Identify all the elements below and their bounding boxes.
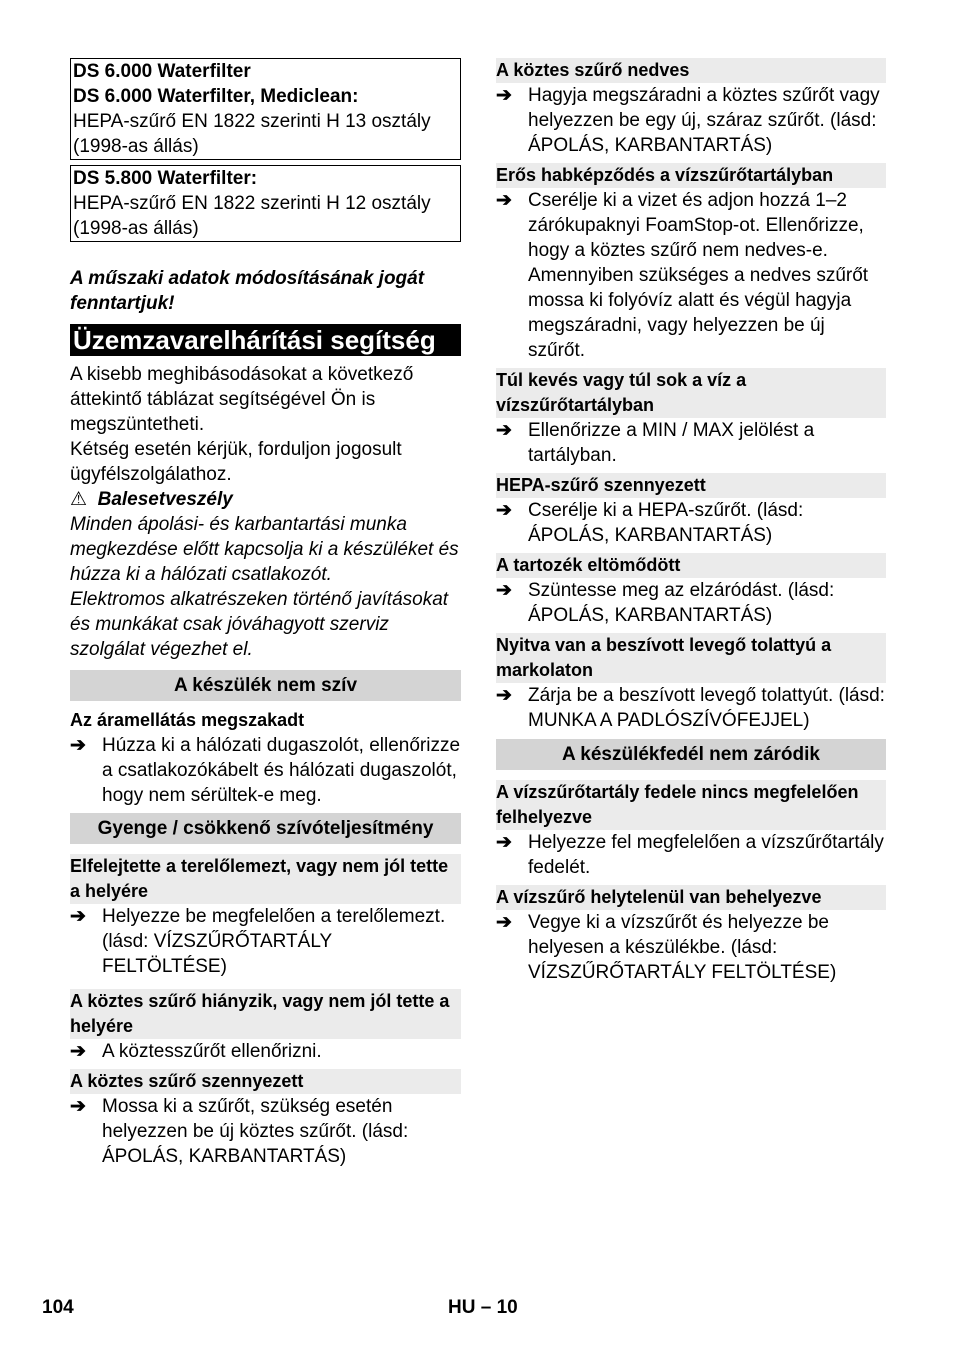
arrow-right-icon: ➔ [496,420,512,441]
solution-text: Cserélje ki a HEPA-szűrőt. (lásd: ÁPOLÁS, KARBANTARTÁS) [528,500,804,546]
arrow-right-icon: ➔ [496,832,512,853]
solution-text: Hagyja megszáradni a köztes szűrőt vagy helyezzen be egy új, száraz szűrőt. (lásd: ÁPOLÁS, KARBANTARTÁS) [528,85,880,156]
arrow-right-icon: ➔ [496,912,512,933]
arrow-right-icon: ➔ [70,1041,86,1062]
solution-item [496,498,886,548]
arrow-right-icon: ➔ [70,906,86,927]
arrow-right-icon: ➔ [496,190,512,211]
solution-item [496,188,886,363]
problem-heading: A vízszűrőtartály fedele nincs megfelelően felhelyezve [496,780,886,830]
solution-text: Zárja be a beszívott levegő tolattyút. (lásd: MUNKA A PADLÓSZÍVÓFEJJEL) [528,685,885,731]
problem-heading: A vízszűrő helytelenül van behelyezve [496,885,886,910]
problem-heading: A köztes szűrő szennyezett [70,1069,461,1094]
problem-heading: Elfelejtette a terelőlemezt, vagy nem jól tette a helyére [70,854,461,904]
solution-item [496,910,886,985]
solution-item [70,1039,461,1064]
solution-text: Vegye ki a vízszűrőt és helyezze be helyesen a készülékbe. (lásd: VÍZSZŰRŐTARTÁLY FELTÖLTÉSE) [528,912,837,983]
section-heading: Gyenge / csökkenő szívóteljesítmény [70,813,461,844]
footer-section-label: HU – 10 [448,1297,518,1318]
solution-text: Szüntesse meg az elzáródást. (lásd: ÁPOLÁS, KARBANTARTÁS) [528,580,835,626]
spec-box-ds6000 [70,58,461,160]
arrow-right-icon: ➔ [496,500,512,521]
warning-text: Elektromos alkatrészeken történő javításokat és munkákat csak jóváhagyott szerviz szolgálat végezhet el. [70,589,449,660]
arrow-right-icon: ➔ [70,735,86,756]
solution-text: Ellenőrizze a MIN / MAX jelölést a tartályban. [528,420,815,466]
problem-heading: A köztes szűrő nedves [496,58,886,83]
section-heading: A készülékfedél nem záródik [496,739,886,770]
intro-paragraph: A kisebb meghibásodásokat a következő áttekintő táblázat segítségével Ön is megszüntetheti. [70,364,414,435]
solution-text: Cserélje ki a vizet és adjon hozzá 1–2 zárókupaknyi FoamStop-ot. Ellenőrizze, hogy a köztes szűrő nem nedves-e. Amennyiben szükséges a nedves szűrőt mossa ki folyóvíz alatt és végül hagyja megszáradni, vagy helyezzen be új szűrőt. [528,190,869,361]
arrow-right-icon: ➔ [496,580,512,601]
problem-heading: HEPA-szűrő szennyezett [496,473,886,498]
page-title: Üzemzavarelhárítási segítség [70,324,461,356]
spec-text: HEPA-szűrő EN 1822 szerinti H 13 osztály (1998-as állás) [73,111,431,157]
solution-text: Helyezze be megfelelően a terelőlemezt. (lásd: VÍZSZŰRŐTARTÁLY FELTÖLTÉSE) [102,906,446,977]
problem-heading: A köztes szűrő hiányzik, vagy nem jól tette a helyére [70,989,461,1039]
solution-item [496,683,886,733]
warning-text: Minden ápolási- és karbantartási munka megkezdése előtt kapcsolja ki a készüléket és húzza ki a hálózati csatlakozót. [70,514,459,585]
warning-triangle-icon: ⚠ [70,489,88,510]
solution-item [496,83,886,158]
warning-heading: Balesetveszély [97,489,233,510]
spec-model-line: DS 6.000 Waterfilter [73,61,251,82]
page-number: 104 [42,1297,74,1318]
left-column [70,58,461,1174]
solution-text: Mossa ki a szűrőt, szükség esetén helyezzen be új köztes szűrőt. (lásd: ÁPOLÁS, KARBANTARTÁS) [102,1096,409,1167]
solution-item [70,733,461,808]
technical-change-note: A műszaki adatok módosításának jogát fenntartjuk! [70,268,425,314]
arrow-right-icon: ➔ [496,685,512,706]
right-column [496,58,886,990]
solution-text: Helyezze fel megfelelően a vízszűrőtartály fedelét. [528,832,884,878]
problem-heading: Erős habképződés a vízszűrőtartályban [496,163,886,188]
problem-heading: A tartozék eltömődött [496,553,886,578]
solution-item [70,904,461,979]
solution-item [496,418,886,468]
solution-text: Húzza ki a hálózati dugaszolót, ellenőrizze a csatlakozókábelt és hálózati dugaszolót, hogy nem sérültek-e meg. [102,735,461,806]
solution-text: A köztesszűrőt ellenőrizni. [102,1041,322,1062]
problem-heading: Túl kevés vagy túl sok a víz a vízszűrőtartályban [496,368,886,418]
problem-heading: Nyitva van a beszívott levegő tolattyú a markolaton [496,633,886,683]
solution-item [496,830,886,880]
spec-model-line: DS 6.000 Waterfilter, Mediclean: [73,86,359,107]
arrow-right-icon: ➔ [70,1096,86,1117]
solution-item [70,1094,461,1169]
problem-heading: Az áramellátás megszakadt [70,710,305,730]
warning-block [70,487,461,662]
solution-item [496,578,886,628]
spec-box-ds5800 [70,165,461,242]
spec-model-line: DS 5.800 Waterfilter: [73,168,258,189]
arrow-right-icon: ➔ [496,85,512,106]
intro-paragraph: Kétség esetén kérjük, forduljon jogosult ügyfélszolgálathoz. [70,439,402,485]
spec-text: HEPA-szűrő EN 1822 szerinti H 12 osztály (1998-as állás) [73,193,431,239]
section-heading: A készülék nem szív [70,670,461,701]
